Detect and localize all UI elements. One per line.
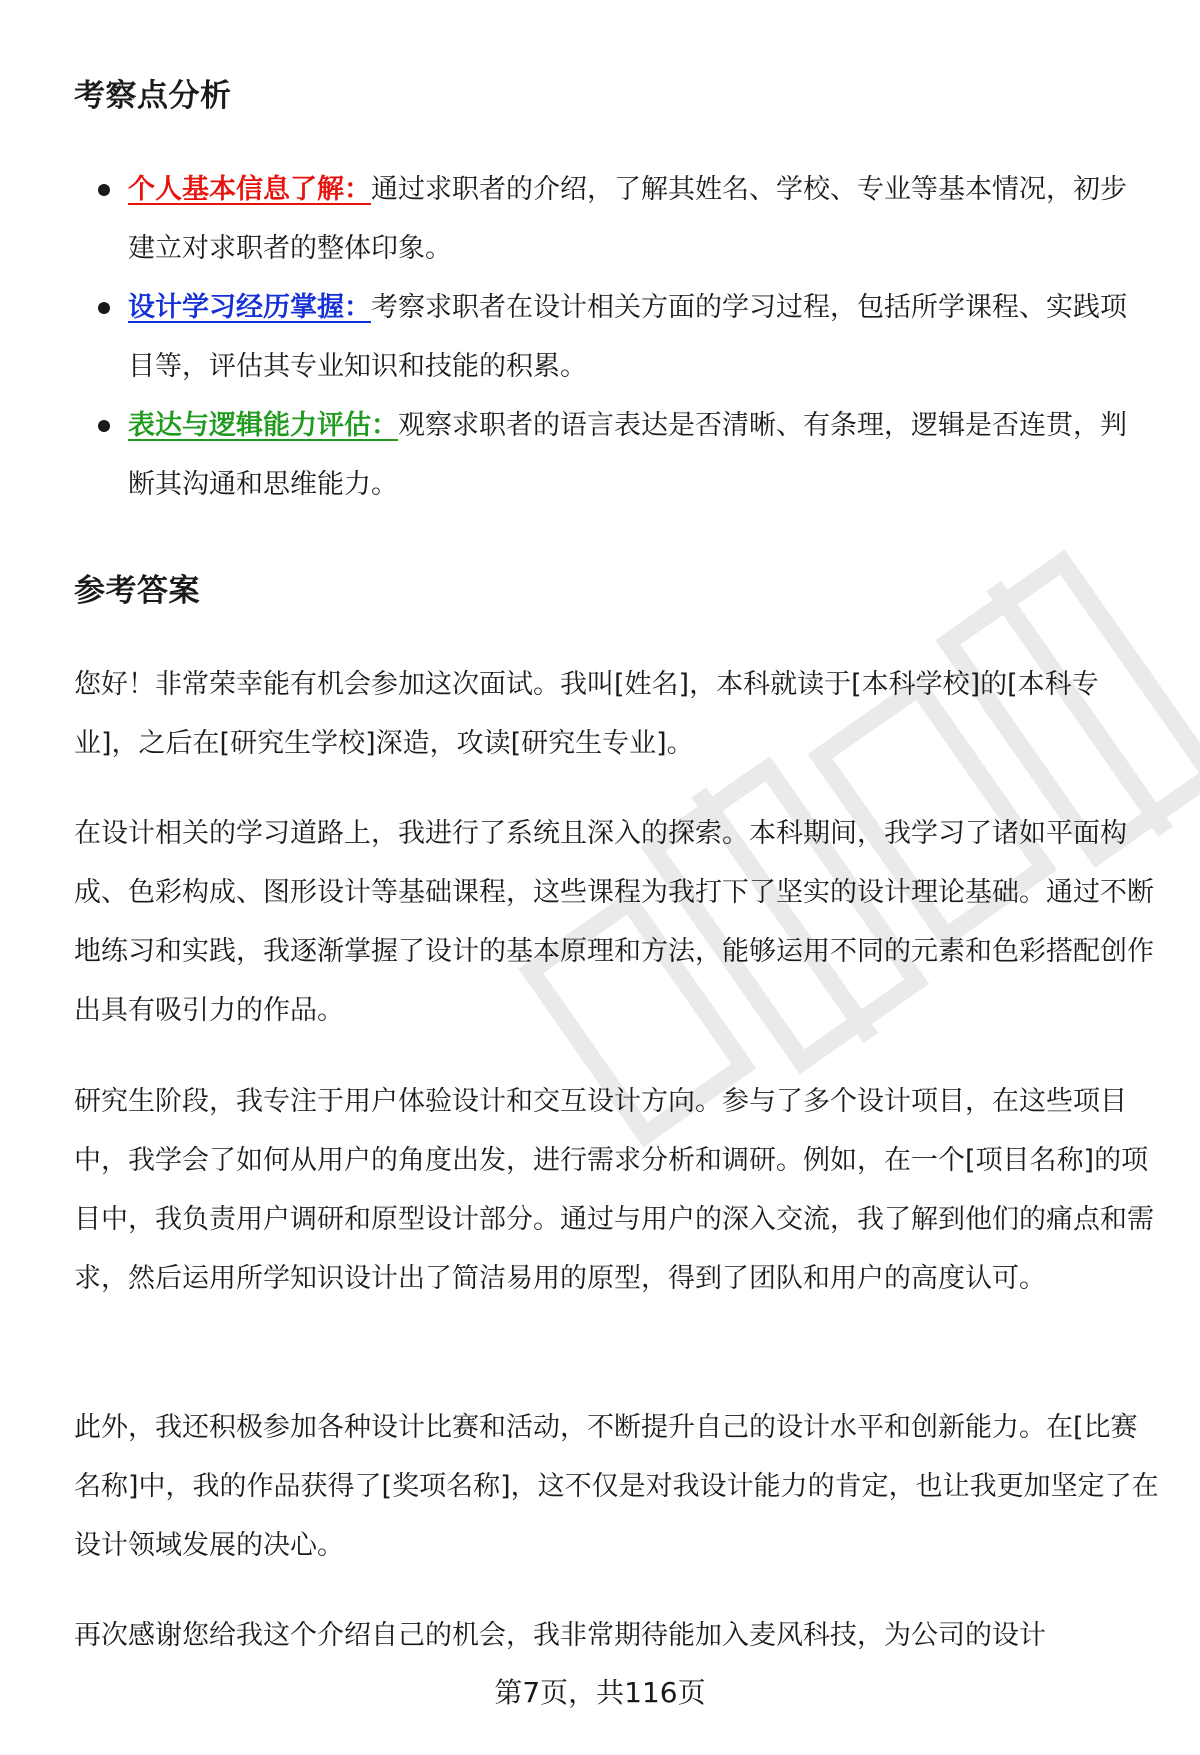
bullet-label: 设计学习经历掌握： [128, 292, 371, 323]
answer-paragraph: 您好！非常荣幸能有机会参加这次面试。我叫[姓名]，本科就读于[本科学校]的[本科专业]，之后在[研究生学校]深造，攻读[研究生专业]。 [74, 669, 1099, 759]
bullet-text: 观察求职者的语言表达是否清晰、有条理，逻辑是否连贯，判断其沟通和思维能力。 [128, 410, 1127, 500]
section-title-analysis: 考察点分析 [74, 78, 232, 114]
answer-paragraph: 在设计相关的学习道路上，我进行了系统且深入的探索。本科期间，我学习了诸如平面构成、色彩构成、图形设计等基础课程，这些课程为我打下了坚实的设计理论基础。通过不断地练习和实践，我逐渐掌握了设计的基本原理和方法，能够运用不同的元素和色彩搭配创作出具有吸引力的作品。 [74, 818, 1154, 1026]
list-item [74, 160, 1128, 278]
list-item [74, 396, 1128, 514]
answer-paragraph: 此外，我还积极参加各种设计比赛和活动，不断提升自己的设计水平和创新能力。在[比赛名称]中，我的作品获得了[奖项名称]，这不仅是对我设计能力的肯定，也让我更加坚定了在设计领域发展的决心。 [74, 1412, 1159, 1561]
list-item [74, 278, 1128, 396]
bullet-text: 考察求职者在设计相关方面的学习过程，包括所学课程、实践项目等，评估其专业知识和技能的积累。 [128, 292, 1127, 382]
bullet-text: 通过求职者的介绍，了解其姓名、学校、专业等基本情况，初步建立对求职者的整体印象。 [128, 174, 1127, 264]
bullet-label: 表达与逻辑能力评估： [128, 410, 398, 441]
bullet-icon [98, 420, 110, 432]
answer-paragraph: 再次感谢您给我这个介绍自己的机会，我非常期待能加入麦风科技，为公司的设计 [74, 1620, 1046, 1651]
answer-paragraph: 研究生阶段，我专注于用户体验设计和交互设计方向。参与了多个设计项目，在这些项目中，我学会了如何从用户的角度出发，进行需求分析和调研。例如，在一个[项目名称]的项目中，我负责用户调研和原型设计部分。通过与用户的深入交流，我了解到他们的痛点和需求，然后运用所学知识设计出了简洁易用的原型，得到了团队和用户的高度认可。 [74, 1086, 1154, 1294]
section-title-answer: 参考答案 [74, 573, 200, 609]
analysis-bullet-list [74, 160, 1128, 514]
bullet-label: 个人基本信息了解： [128, 174, 371, 205]
page-footer: 第7页，共116页 [0, 1668, 1200, 1718]
bullet-icon [98, 184, 110, 196]
bullet-icon [98, 302, 110, 314]
